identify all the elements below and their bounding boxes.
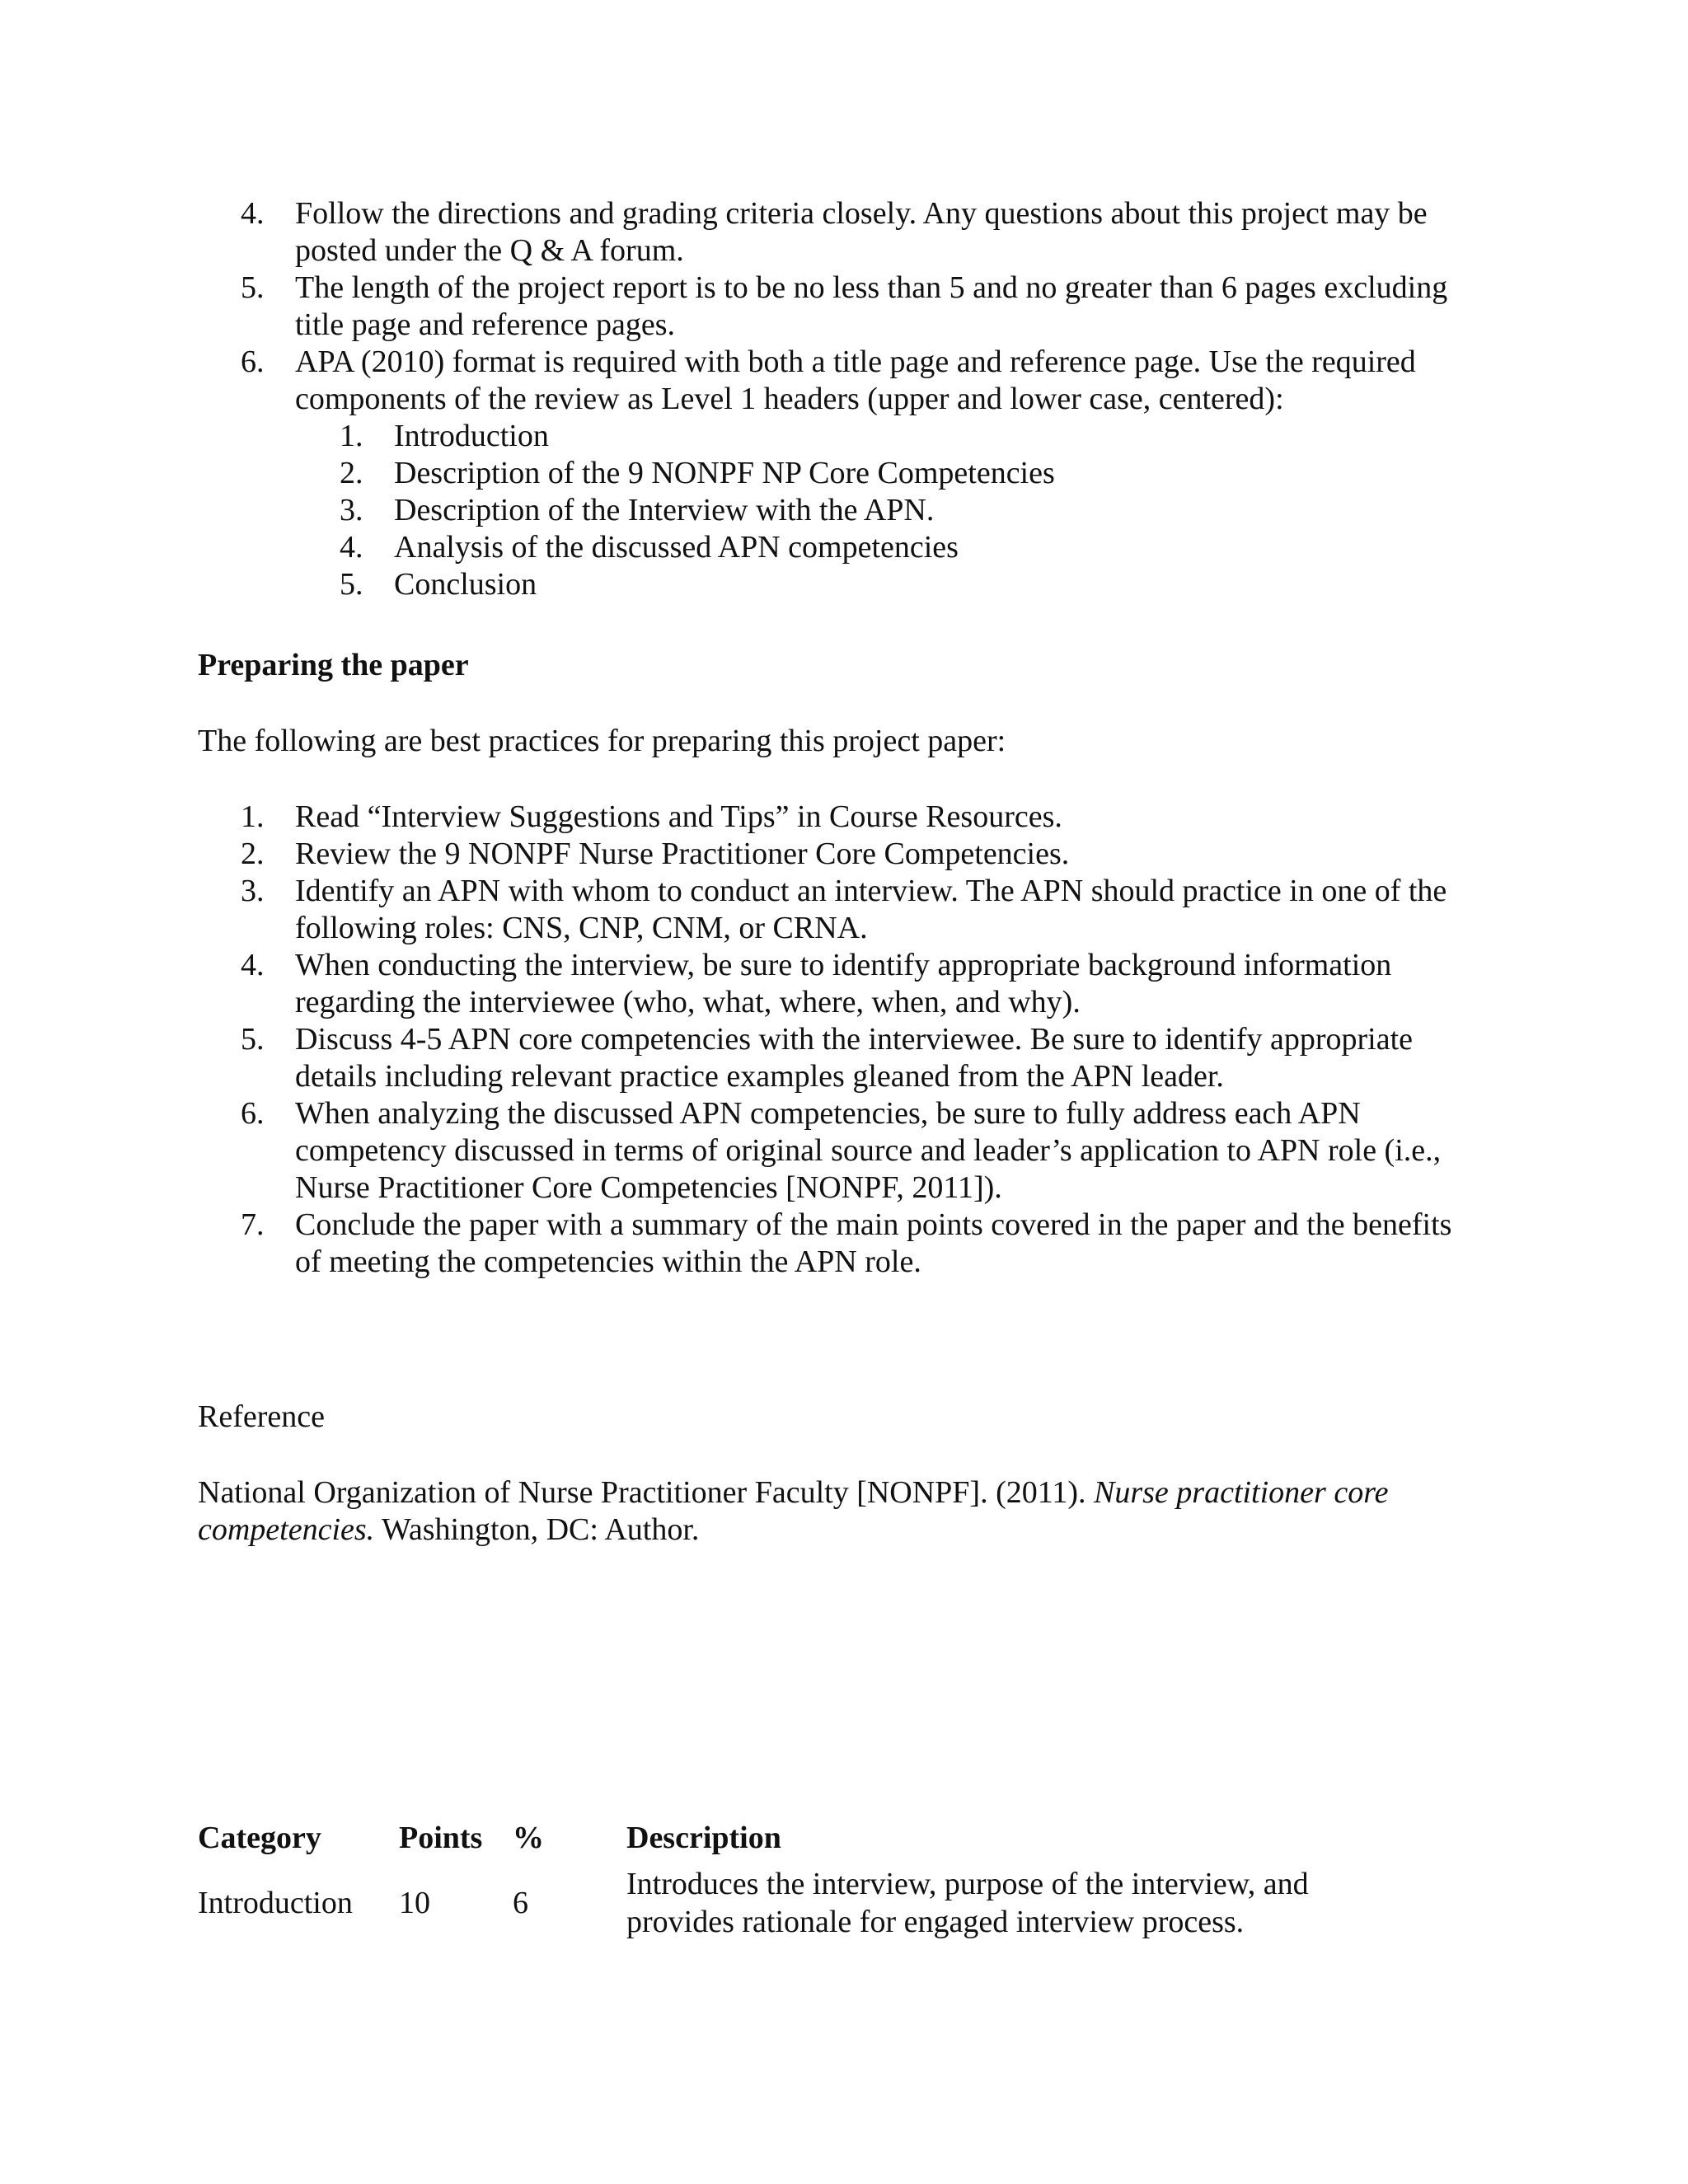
instructions-list bbox=[198, 195, 1484, 418]
reference-citation bbox=[198, 1474, 1459, 1549]
list-text: Review the 9 NONPF Nurse Practitioner Core Competencies. bbox=[295, 837, 1070, 871]
list-number: 4. bbox=[241, 948, 265, 982]
rubric-table bbox=[198, 1819, 1368, 1941]
list-number: 5. bbox=[241, 1022, 265, 1057]
list-number: 6. bbox=[241, 1096, 265, 1131]
list-text: Discuss 4-5 APN core competencies with the interviewee. Be sure to identify appropriate details including relevant practice examples gleaned from the APN leader. bbox=[295, 1022, 1413, 1094]
list-number: 5. bbox=[241, 270, 265, 305]
list-item bbox=[198, 1095, 1484, 1207]
level-1-headers-list bbox=[198, 418, 1484, 603]
list-item bbox=[198, 418, 1484, 455]
list-text: When analyzing the discussed APN competencies, be sure to fully address each APN competency discussed in terms of original source and leader’s application to APN role (i.e., Nurse Practitioner Core Competencies [NONPF, 2011]). bbox=[295, 1096, 1442, 1205]
list-item bbox=[198, 492, 1484, 529]
list-number: 4. bbox=[241, 196, 265, 231]
cell-description: Introduces the interview, purpose of the interview, and provides rationale for engaged interview process. bbox=[626, 1867, 1309, 1939]
list-item bbox=[198, 195, 1484, 269]
list-item bbox=[198, 873, 1484, 947]
list-number: 1. bbox=[340, 419, 363, 453]
list-number: 6. bbox=[241, 344, 265, 379]
list-item bbox=[198, 455, 1484, 492]
list-text: Analysis of the discussed APN competencies bbox=[394, 530, 959, 565]
list-number: 7. bbox=[241, 1207, 265, 1242]
table-row bbox=[198, 1865, 1368, 1941]
list-item bbox=[198, 836, 1484, 873]
list-item bbox=[198, 344, 1484, 418]
list-number: 3. bbox=[340, 493, 363, 527]
rubric-section bbox=[198, 1819, 1368, 1941]
table-header-row bbox=[198, 1819, 1368, 1865]
list-text: Description of the 9 NONPF NP Core Competencies bbox=[394, 456, 1055, 490]
list-text: Follow the directions and grading criteria closely. Any questions about this project may be posted under the Q & A forum. bbox=[295, 196, 1428, 268]
citation-title: Nurse practitioner core competencies. bbox=[198, 1475, 1389, 1547]
list-item bbox=[198, 566, 1484, 603]
cell-category: Introduction bbox=[198, 1886, 353, 1920]
reference-heading: Reference bbox=[198, 1399, 325, 1434]
list-number: 1. bbox=[241, 799, 265, 834]
column-header-percent: % bbox=[513, 1821, 544, 1855]
section-heading: Preparing the paper bbox=[198, 648, 469, 682]
column-header-points: Points bbox=[399, 1821, 483, 1855]
list-number: 5. bbox=[340, 567, 363, 602]
list-text: When conducting the interview, be sure to identify appropriate background information regarding the interviewee (who, what, where, when, and why). bbox=[295, 948, 1392, 1019]
list-text: Description of the Interview with the APN. bbox=[394, 493, 935, 527]
list-text: The length of the project report is to be no less than 5 and no greater than 6 pages excluding title page and reference pages. bbox=[295, 270, 1448, 342]
list-text: Conclude the paper with a summary of the main points covered in the paper and the benefits of meeting the competencies within the APN role. bbox=[295, 1207, 1452, 1279]
list-number: 3. bbox=[241, 874, 265, 908]
cell-percent: 6 bbox=[513, 1886, 528, 1920]
best-practices-section bbox=[198, 799, 1484, 1281]
list-text: APA (2010) format is required with both a title page and reference page. Use the required components of the review as Level 1 headers (upper and lower case, centered): bbox=[295, 344, 1416, 416]
citation-publisher: Washington, DC: Author. bbox=[374, 1512, 700, 1547]
list-text: Conclusion bbox=[394, 567, 537, 602]
section-intro: The following are best practices for preparing this project paper: bbox=[198, 724, 1006, 758]
column-header-category: Category bbox=[198, 1821, 321, 1855]
best-practices-list bbox=[198, 799, 1484, 1281]
list-text: Introduction bbox=[394, 419, 549, 453]
list-item bbox=[198, 529, 1484, 566]
cell-points: 10 bbox=[399, 1886, 430, 1920]
list-text: Read “Interview Suggestions and Tips” in Course Resources. bbox=[295, 799, 1062, 834]
list-number: 2. bbox=[241, 837, 265, 871]
list-item bbox=[198, 799, 1484, 836]
list-item bbox=[198, 1207, 1484, 1281]
list-item bbox=[198, 1021, 1484, 1095]
list-item bbox=[198, 947, 1484, 1021]
citation-authors: National Organization of Nurse Practitioner Faculty [NONPF]. (2011). bbox=[198, 1475, 1094, 1510]
list-text: Identify an APN with whom to conduct an interview. The APN should practice in one of the following roles: CNS, CNP, CNM, or CRNA. bbox=[295, 874, 1447, 945]
instructions-section bbox=[198, 195, 1484, 603]
list-item bbox=[198, 269, 1484, 344]
list-number: 4. bbox=[340, 530, 363, 565]
column-header-description: Description bbox=[626, 1821, 781, 1855]
list-number: 2. bbox=[340, 456, 363, 490]
